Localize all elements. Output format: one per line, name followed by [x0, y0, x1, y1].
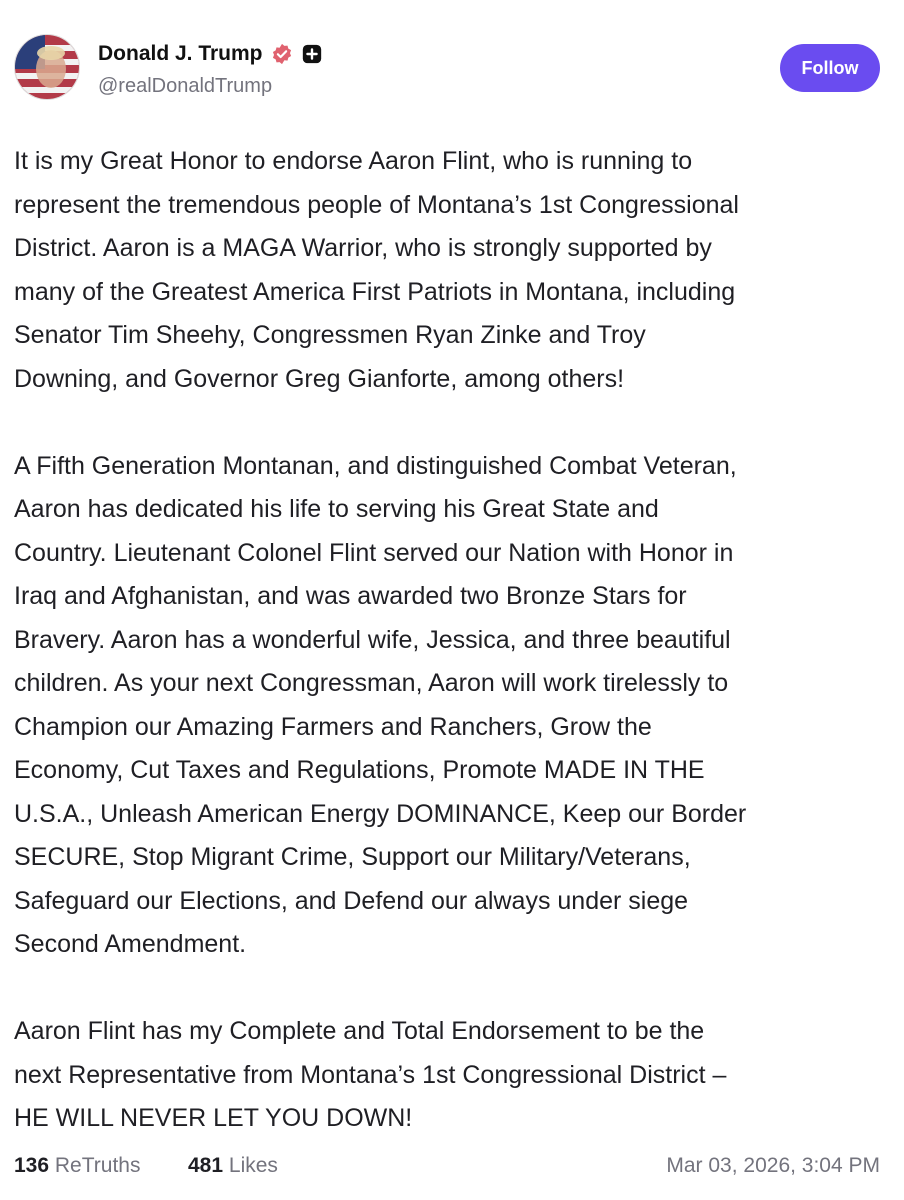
- plus-square-icon: [301, 43, 323, 65]
- likes-stat[interactable]: [188, 1154, 278, 1178]
- post-header: [14, 34, 884, 104]
- post-paragraph: A Fifth Generation Montanan, and distinguished Combat Veteran, Aaron has dedicated his life to serving his Great State and Country. Lieutenant Colonel Flint served our Nation with Honor in Iraq and Afghanistan, and was awarded two Bronze Stars for Bravery. Aaron has a wonderful wife, Jessica, and three beautiful children. As your next Congressman, Aaron will work tirelessly to Champion our Amazing Farmers and Ranchers, Grow the Economy, Cut Taxes and Regulations, Promote MADE IN THE U.S.A., Unleash American Energy DOMINANCE, Keep our Border SECURE, Stop Migrant Crime, Support our Military/Veterans, Safeguard our Elections, and Defend our always under siege Second Amendment.: [14, 451, 747, 958]
- likes-label: Likes: [228, 1154, 278, 1177]
- post-timestamp[interactable]: Mar 03, 2026, 3:04 PM: [666, 1154, 880, 1177]
- avatar-image: [15, 35, 80, 100]
- post-footer: [14, 1150, 880, 1190]
- author-name[interactable]: Donald J. Trump: [98, 42, 263, 65]
- post-body: [14, 140, 894, 1141]
- verified-badge-icon: [271, 43, 293, 65]
- post-paragraph: Aaron Flint has my Complete and Total Endorsement to be the next Representative from Montana’s 1st Congressional District – HE WILL NEVER LET YOU DOWN!: [14, 1017, 727, 1132]
- follow-button[interactable]: Follow: [780, 44, 880, 92]
- likes-count: 481: [188, 1154, 224, 1177]
- post-paragraph: It is my Great Honor to endorse Aaron Flint, who is running to represent the tremendous people of Montana’s 1st Congressional District. Aaron is a MAGA Warrior, who is strongly supported by many of the Greatest America First Patriots in Montana, including Senator Tim Sheehy, Congressmen Ryan Zinke and Troy Downing, and Governor Greg Gianforte, among others!: [14, 147, 739, 393]
- avatar[interactable]: [14, 34, 80, 100]
- author-name-row: [98, 42, 323, 66]
- retruths-label: ReTruths: [54, 1154, 141, 1177]
- author-handle[interactable]: @realDonaldTrump: [98, 75, 273, 97]
- retruths-count: 136: [14, 1154, 50, 1177]
- retruths-stat[interactable]: [14, 1154, 140, 1178]
